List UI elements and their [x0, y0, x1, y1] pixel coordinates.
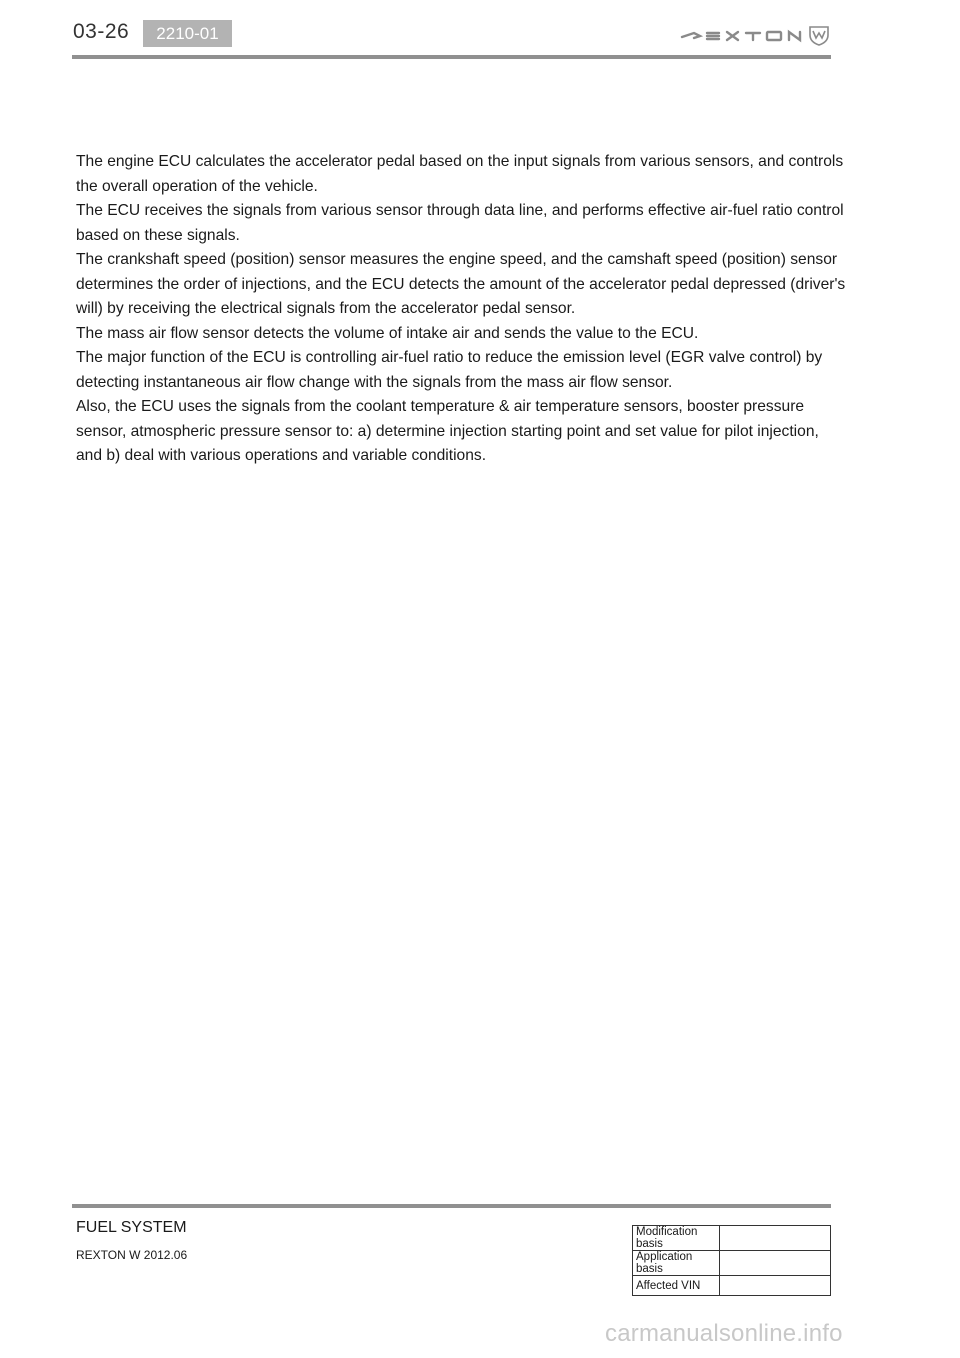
- table-row: [633, 1251, 831, 1276]
- basis-value: [720, 1251, 831, 1276]
- basis-value: [720, 1226, 831, 1251]
- basis-label: Affected VIN: [633, 1276, 720, 1296]
- paragraph: The major function of the ECU is controlling air-fuel ratio to reduce the emission level (EGR valve control) by detecting instantaneous air flow change with the signals from the mass air flow sensor.: [76, 349, 823, 391]
- body-text: [76, 150, 846, 469]
- header-rule: [72, 55, 831, 59]
- table-row: [633, 1276, 831, 1296]
- paragraph: The crankshaft speed (position) sensor measures the engine speed, and the camshaft speed (position) sensor determines the order of injections, and the ECU detects the amount of the accelerator pedal depressed (driver's will) by receiving the electrical signals from the accelerator pedal sensor.: [76, 251, 846, 317]
- rexton-logo: [680, 24, 832, 46]
- basis-table: [632, 1225, 831, 1296]
- paragraph: Also, the ECU uses the signals from the coolant temperature & air temperature sensors, booster pressure sensor, atmospheric pressure sensor to: a) determine injection starting point and set value for pilot injection, and b) deal with various operations and variable conditions.: [76, 398, 819, 464]
- basis-value: [720, 1276, 831, 1296]
- watermark: carmanualsonline.info: [605, 1320, 843, 1347]
- paragraph: The mass air flow sensor detects the volume of intake air and sends the value to the ECU.: [76, 324, 699, 342]
- basis-label: Application basis: [633, 1251, 720, 1276]
- basis-label: Modification basis: [633, 1226, 720, 1251]
- section-code-badge: 2210-01: [143, 20, 232, 47]
- paragraph: The engine ECU calculates the accelerator pedal based on the input signals from various sensors, and controls the overall operation of the vehicle.: [76, 153, 844, 195]
- footer-rule: [72, 1204, 831, 1208]
- table-row: [633, 1226, 831, 1251]
- paragraph: The ECU receives the signals from various sensor through data line, and performs effective air-fuel ratio control based on these signals.: [76, 202, 844, 244]
- footer-model-date: REXTON W 2012.06: [76, 1248, 188, 1262]
- footer-section-title: FUEL SYSTEM: [76, 1219, 187, 1236]
- page-number: 03-26: [73, 20, 130, 43]
